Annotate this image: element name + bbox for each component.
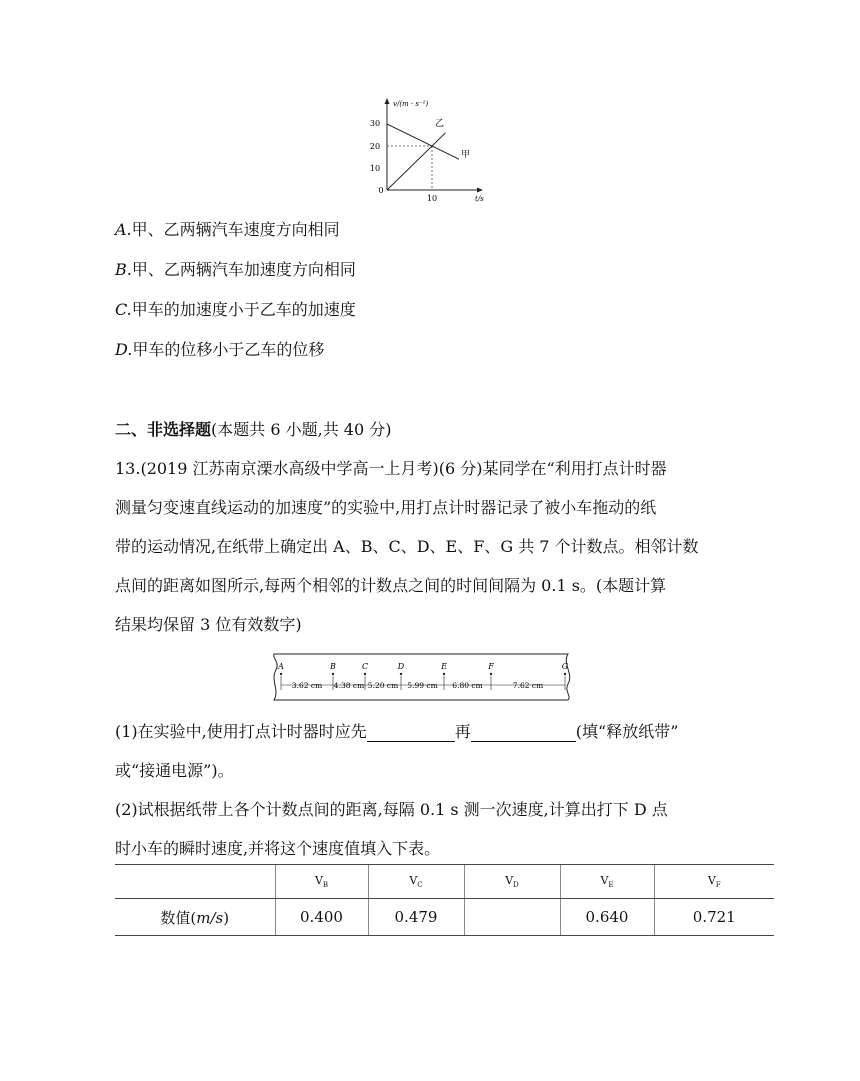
velocity-time-graph <box>360 95 490 207</box>
tape-point-label: C <box>361 662 369 671</box>
tape-outline <box>274 654 570 700</box>
series-jia-label: 甲 <box>461 150 471 160</box>
section-note: (本题共 6 小题,共 40 分) <box>211 420 392 439</box>
header-subscript: C <box>417 881 423 890</box>
header-prefix: V <box>314 873 323 887</box>
table-cell: 0.640 <box>560 899 654 936</box>
option-a <box>115 220 340 240</box>
tape-distance-label: 5.20 cm <box>367 681 399 690</box>
option-text: 甲、乙两辆汽车速度方向相同 <box>131 220 340 239</box>
tape-dot <box>280 673 282 675</box>
option-letter: C. <box>115 300 132 319</box>
x-axis-label: t/s <box>475 195 484 203</box>
velocity-table <box>115 864 774 936</box>
sub-question-1 <box>115 722 678 742</box>
option-d <box>115 340 324 360</box>
table-row <box>115 899 774 936</box>
tape-distance-label: 6.80 cm <box>452 681 483 690</box>
tape-point-label: E <box>441 662 447 671</box>
tape-point-label: B <box>330 662 336 671</box>
tape-dot <box>443 673 445 675</box>
table-header-cell <box>560 865 654 899</box>
sub1-text-a: (1)在实验中,使用打点计时器时应先 <box>115 722 367 741</box>
row-label-cell <box>115 899 275 936</box>
header-subscript: F <box>715 881 721 890</box>
option-letter: B. <box>115 260 132 279</box>
sub2-line2: 时小车的瞬时速度,并将这个速度值填入下表。 <box>115 839 441 858</box>
unit-text: m/s <box>196 908 224 927</box>
option-c <box>115 300 356 320</box>
header-prefix: V <box>505 873 514 887</box>
header-subscript: D <box>513 881 519 890</box>
tape-point-label: A <box>278 662 284 671</box>
row-label: 数值(m/s) <box>160 908 230 927</box>
series-yi-line <box>387 133 446 190</box>
series-yi-label: 乙 <box>435 119 445 129</box>
sub1-text-c: (填“释放纸带” <box>575 722 679 741</box>
header-prefix: V <box>600 873 609 887</box>
y-tick-label: 20 <box>369 142 381 151</box>
table-header-row <box>115 865 774 899</box>
header-prefix: V <box>409 873 418 887</box>
option-text: 甲、乙两辆汽车加速度方向相同 <box>131 260 356 279</box>
x-axis-arrow <box>477 188 483 193</box>
answer-blank-1[interactable] <box>367 723 455 742</box>
section-heading <box>115 420 391 440</box>
table-header-cell <box>115 865 275 899</box>
section-title: 二、非选择题 <box>115 420 212 439</box>
table-header-cell <box>275 865 368 899</box>
option-text: 甲车的位移小于乙车的位移 <box>132 340 325 359</box>
tape-dot <box>332 673 334 675</box>
series-jia-line <box>387 124 459 159</box>
table-cell: 0.400 <box>275 899 368 936</box>
tape-dot <box>564 673 566 675</box>
option-letter: D. <box>115 340 133 359</box>
option-text: 甲车的加速度小于乙车的加速度 <box>131 300 356 319</box>
y-tick-label: 10 <box>369 164 381 173</box>
tape-distance-label: 3.62 cm <box>291 681 323 690</box>
y-tick-label: 30 <box>369 119 381 128</box>
tape-point-label: F <box>488 662 494 671</box>
table-header-cell <box>464 865 560 899</box>
tape-distance-label: 5.99 cm <box>407 681 438 690</box>
paper-tape-figure <box>270 652 576 702</box>
tape-distance-label: 4.38 cm <box>333 681 365 690</box>
header-subscript: E <box>608 881 614 890</box>
tape-dot <box>400 673 402 675</box>
sub2-line1: (2)试根据纸带上各个计数点间的距离,每隔 0.1 s 测一次速度,计算出打下 D 点 <box>115 800 668 819</box>
x-tick-label: 10 <box>426 194 438 203</box>
tape-distance-label: 7.62 cm <box>512 681 544 690</box>
answer-cell-vd[interactable] <box>464 899 560 936</box>
option-letter: A. <box>115 220 132 239</box>
table-header-cell <box>654 865 774 899</box>
y-axis-label: v/(m · s⁻¹) <box>393 100 429 108</box>
y-axis-arrow <box>385 98 390 104</box>
tape-dot <box>364 673 366 675</box>
tape-point-label: D <box>397 662 405 671</box>
question-line: 13.(2019 江苏南京溧水高级中学高一上月考)(6 分)某同学在“利用打点计时器 <box>115 459 667 478</box>
question-line: 测量匀变速直线运动的加速度”的实验中,用打点计时器记录了被小车拖动的纸 <box>115 498 657 517</box>
table-cell: 0.479 <box>368 899 464 936</box>
question-line: 点间的距离如图所示,每两个相邻的计数点之间的时间间隔为 0.1 s。(本题计算 <box>115 576 667 595</box>
question-line: 结果均保留 3 位有效数字) <box>115 615 302 634</box>
header-subscript: B <box>322 881 329 890</box>
header-prefix: V <box>707 873 716 887</box>
sub1-line2: 或“接通电源”)。 <box>115 761 234 780</box>
answer-blank-2[interactable] <box>471 723 576 742</box>
y-tick-label: 0 <box>378 186 384 195</box>
option-b <box>115 260 356 280</box>
tape-dot <box>490 673 492 675</box>
table-header-cell <box>368 865 464 899</box>
sub1-text-b: 再 <box>454 722 471 741</box>
table-cell: 0.721 <box>654 899 774 936</box>
tape-point-label: G <box>561 662 569 671</box>
question-line: 带的运动情况,在纸带上确定出 A、B、C、D、E、F、G 共 7 个计数点。相邻计数 <box>115 537 699 556</box>
